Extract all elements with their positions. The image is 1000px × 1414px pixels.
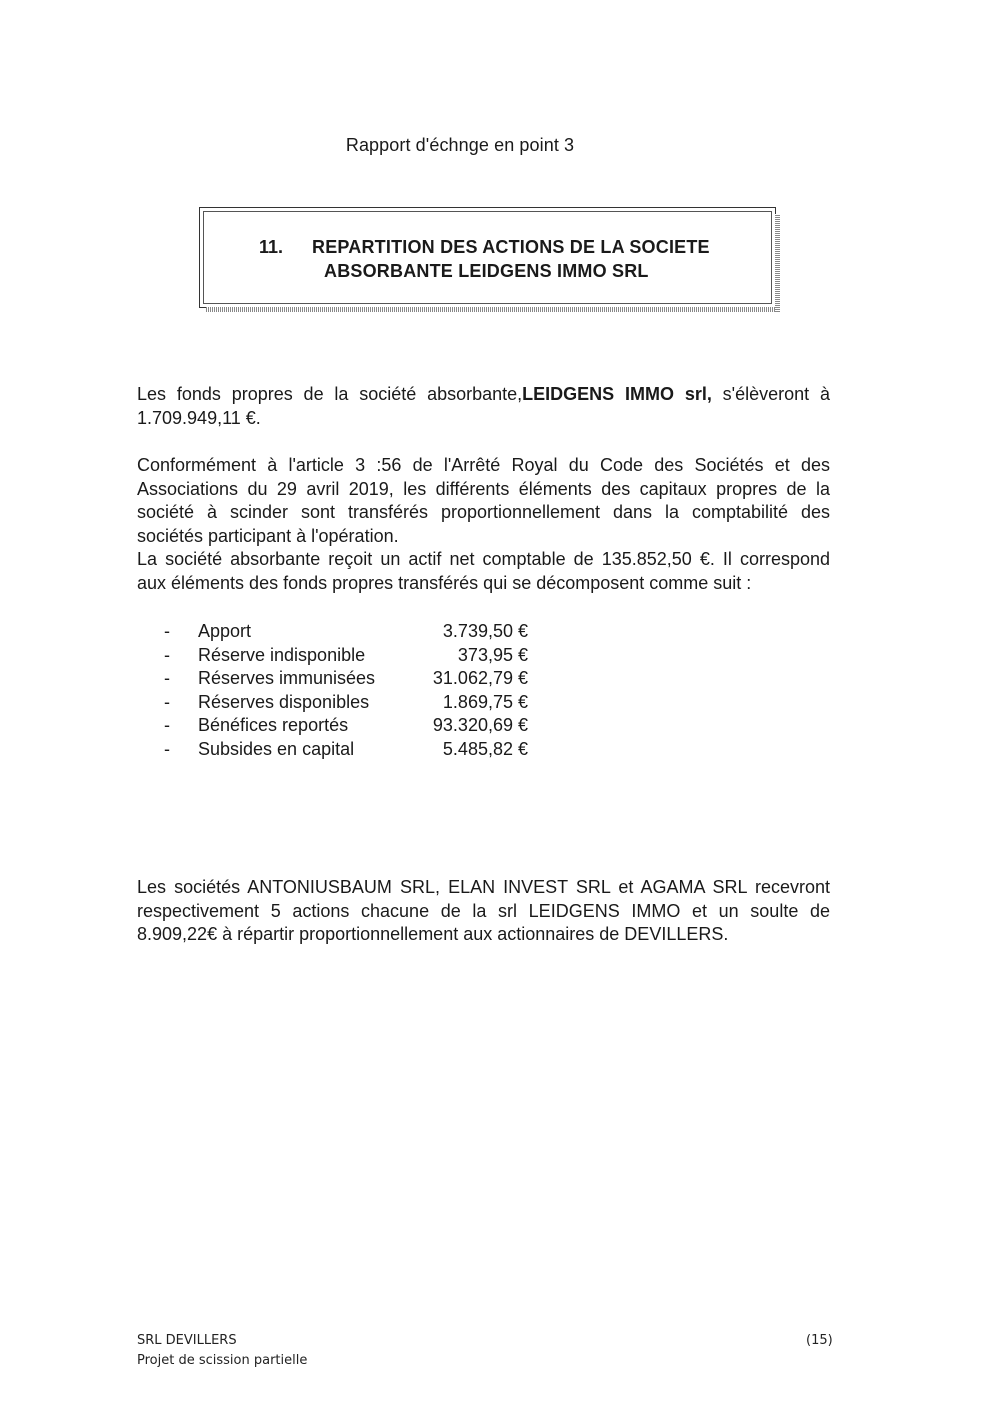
paragraph-line: sociétés participant à l'opération. [137,525,399,546]
footer-left [137,1331,307,1371]
list-dash: - [164,691,170,712]
section-title-box [199,207,776,308]
paragraph-line: Associations du 29 avril 2019, les différents éléments des capitaux propres de la [137,478,830,499]
item-label: Réserves disponibles [198,691,370,712]
paragraph-line: aux éléments des fonds propres transférés qui se décomposent comme suit : [137,572,752,593]
paragraph-transfer [137,454,830,595]
paragraph-line: 1.709.949,11 €. [137,407,261,428]
section-title-line-2: ABSORBANTE LEIDGENS IMMO SRL [324,261,649,281]
list-item [164,691,544,715]
list-item [164,644,544,668]
paragraph-line: respectivement 5 actions chacune de la srl LEIDGENS IMMO et un soulte de [137,900,830,921]
item-label: Subsides en capital [198,738,355,759]
paragraph-line: Conformément à l'article 3 :56 de l'Arrêté Royal du Code des Sociétés et des [137,455,830,475]
footer-company: SRL DEVILLERS [137,1333,237,1348]
item-amount: 31.062,79 € [432,668,528,688]
title-box-shadow-bottom [206,307,775,312]
list-dash: - [164,644,170,665]
item-amount: 93.320,69 € [432,715,528,735]
paragraph-line: 8.909,22€ à répartir proportionnellement aux actionnaires de DEVILLERS. [137,924,729,944]
paragraph-line: La société absorbante reçoit un actif net comptable de 135.852,50 €. Il correspond [137,549,830,569]
item-label: Réserves immunisées [198,668,376,688]
list-dash: - [164,668,170,688]
text-segment: s'élèveront à [711,384,830,404]
list-dash: - [164,738,170,759]
item-amount: 373,95 € [457,644,528,665]
list-item [164,714,544,738]
text-segment: Les fonds propres de la société absorbante, [137,384,523,404]
section-number: 11. [259,237,284,257]
paragraph-line [137,383,830,407]
paragraph-shares [137,876,830,947]
item-label: Réserve indisponible [198,644,366,665]
list-item [164,738,544,762]
paragraph-line: société à scinder sont transférés proportionnellement dans la comptabilité des [137,502,830,522]
paragraph-line: Les sociétés ANTONIUSBAUM SRL, ELAN INVEST SRL et AGAMA SRL recevront [137,877,830,897]
item-label: Bénéfices reportés [198,715,349,735]
list-item [164,620,544,644]
item-label: Apport [198,621,252,641]
list-dash: - [164,621,170,641]
equity-breakdown-list [164,620,544,761]
section-title-line-1: REPARTITION DES ACTIONS DE LA SOCIETE [312,237,710,257]
paragraph-equity [137,383,830,430]
top-note: Rapport d'échnge en point 3 [345,135,575,155]
company-name-bold: LEIDGENS IMMO srl, [522,384,712,404]
list-item [164,667,544,691]
footer-doc-title: Projet de scission partielle [137,1353,308,1368]
item-amount: 1.869,75 € [442,691,528,712]
footer-page-number: (15) [806,1333,833,1348]
title-box-shadow-right [775,214,780,312]
list-dash: - [164,715,170,735]
item-amount: 5.485,82 € [442,738,528,759]
item-amount: 3.739,50 € [442,621,528,641]
